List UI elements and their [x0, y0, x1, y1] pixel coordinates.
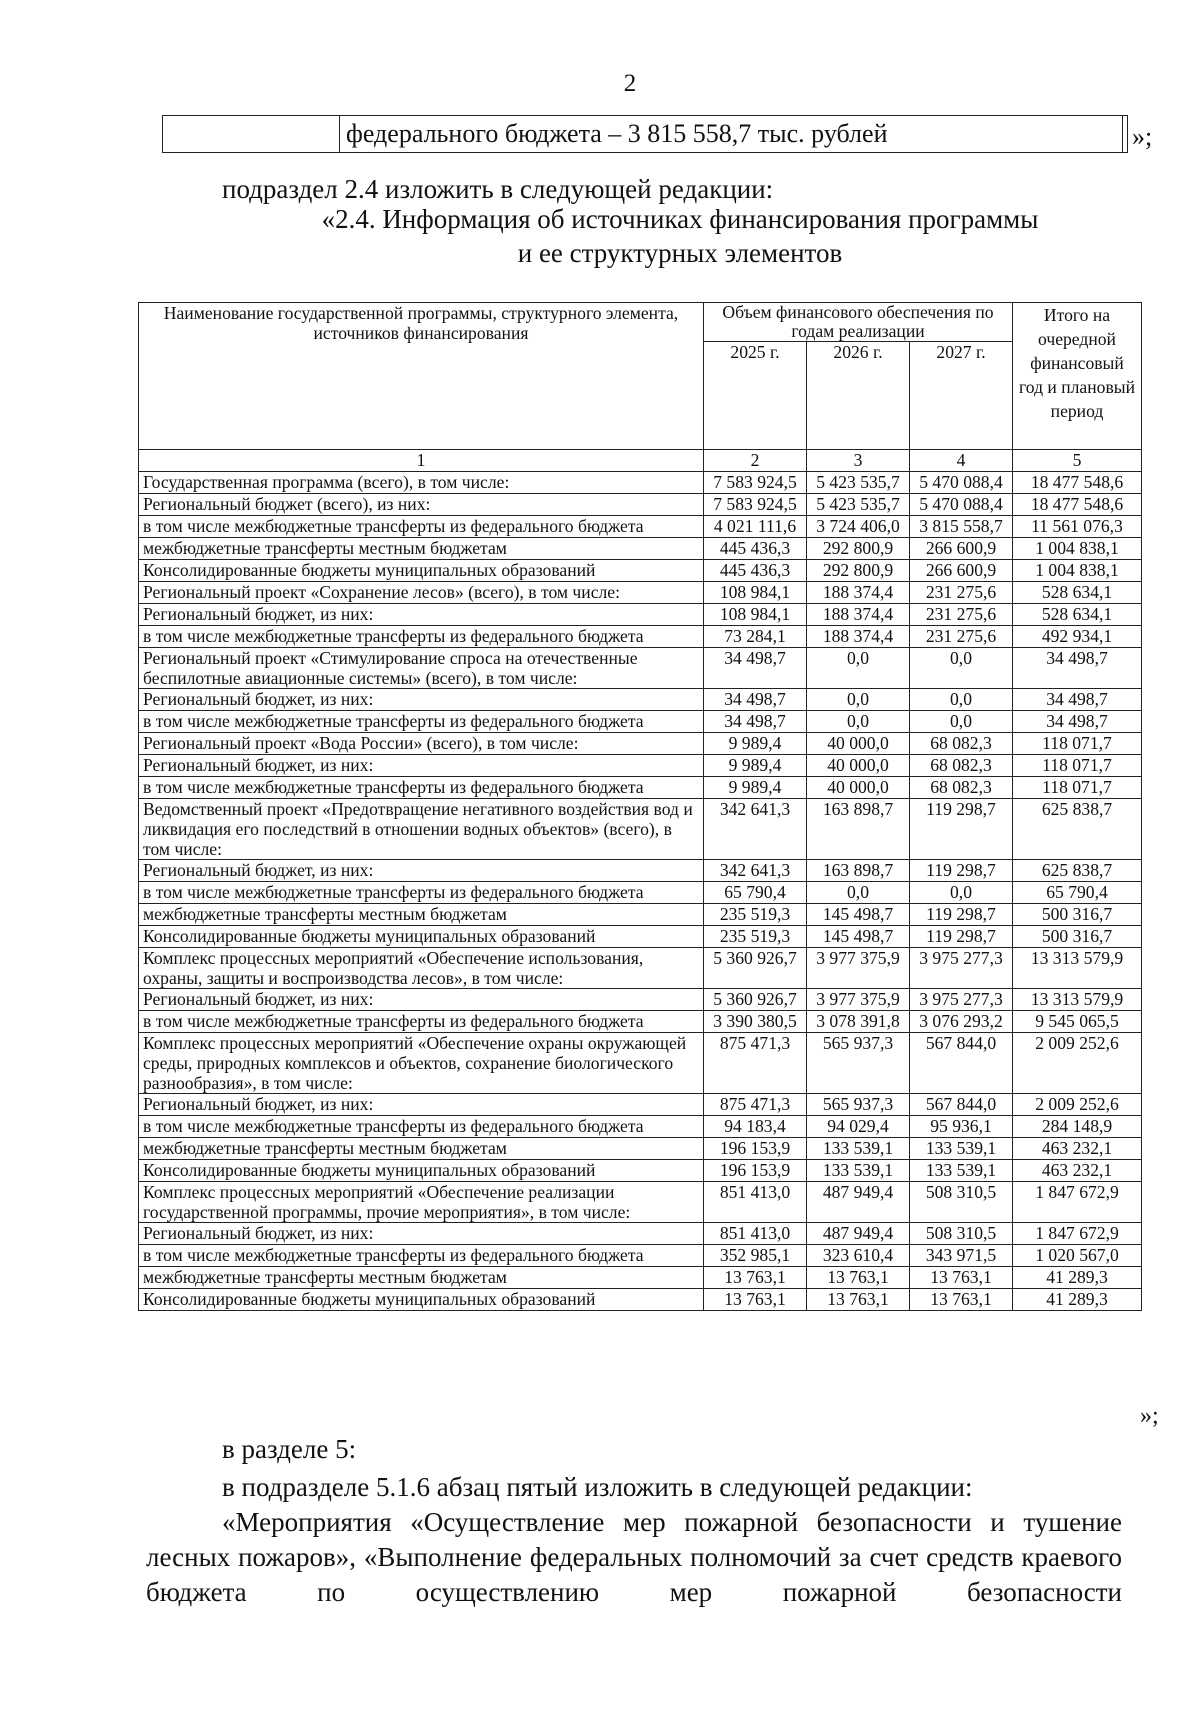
- cell-v2027: 68 082,3: [910, 733, 1013, 755]
- header-volume: Объем финансового обеспечения по годам реализации: [704, 303, 1013, 342]
- cell-v2027: 133 539,1: [910, 1160, 1013, 1182]
- cell-v2025: 851 413,0: [704, 1182, 807, 1223]
- table-row: [139, 948, 1142, 989]
- cell-total: 528 634,1: [1013, 604, 1142, 626]
- cell-total: 1 020 567,0: [1013, 1245, 1142, 1267]
- cell-v2027: 508 310,5: [910, 1182, 1013, 1223]
- table-row: [139, 604, 1142, 626]
- top-table-empty-cell: [163, 116, 340, 153]
- cell-v2027: 343 971,5: [910, 1245, 1013, 1267]
- row-name: в том числе межбюджетные трансферты из федерального бюджета: [139, 1011, 704, 1033]
- cell-v2027: 68 082,3: [910, 755, 1013, 777]
- cell-v2025: 9 989,4: [704, 777, 807, 799]
- cell-total: 528 634,1: [1013, 582, 1142, 604]
- cell-v2027: 567 844,0: [910, 1033, 1013, 1094]
- cell-v2027: 95 936,1: [910, 1116, 1013, 1138]
- cell-total: 34 498,7: [1013, 711, 1142, 733]
- cell-v2027: 5 470 088,4: [910, 472, 1013, 494]
- cell-total: 65 790,4: [1013, 882, 1142, 904]
- cell-total: 2 009 252,6: [1013, 1033, 1142, 1094]
- cell-total: 34 498,7: [1013, 648, 1142, 689]
- table-row: [139, 904, 1142, 926]
- cell-v2026: 3 724 406,0: [807, 516, 910, 538]
- cell-v2026: 323 610,4: [807, 1245, 910, 1267]
- section-heading: [140, 202, 1200, 270]
- heading-line-1: «2.4. Информация об источниках финансирования программы: [321, 204, 1039, 234]
- cell-v2026: 145 498,7: [807, 926, 910, 948]
- row-name: Региональный бюджет, из них:: [139, 989, 704, 1011]
- cell-v2025: 94 183,4: [704, 1116, 807, 1138]
- header-year-2025: 2025 г.: [704, 342, 807, 450]
- row-name: в том числе межбюджетные трансферты из федерального бюджета: [139, 626, 704, 648]
- cell-v2027: 0,0: [910, 882, 1013, 904]
- cell-total: 284 148,9: [1013, 1116, 1142, 1138]
- cell-v2026: 3 078 391,8: [807, 1011, 910, 1033]
- table-row: [139, 582, 1142, 604]
- header-year-2027: 2027 г.: [910, 342, 1013, 450]
- cell-v2027: 266 600,9: [910, 538, 1013, 560]
- cell-total: 118 071,7: [1013, 755, 1142, 777]
- table-row: [139, 516, 1142, 538]
- table-row: [139, 1116, 1142, 1138]
- cell-v2027: 231 275,6: [910, 626, 1013, 648]
- cell-total: 118 071,7: [1013, 777, 1142, 799]
- cell-total: 625 838,7: [1013, 860, 1142, 882]
- cell-total: 41 289,3: [1013, 1267, 1142, 1289]
- cell-v2025: 875 471,3: [704, 1033, 807, 1094]
- table-row: [139, 1138, 1142, 1160]
- row-name: Региональный проект «Стимулирование спроса на отечественные беспилотные авиационные системы» (всего), в том числе:: [139, 648, 704, 689]
- table-row: [139, 1245, 1142, 1267]
- cell-v2025: 5 360 926,7: [704, 989, 807, 1011]
- cell-v2026: 188 374,4: [807, 582, 910, 604]
- table-row: [139, 989, 1142, 1011]
- cell-total: 41 289,3: [1013, 1289, 1142, 1311]
- row-name: Консолидированные бюджеты муниципальных образований: [139, 560, 704, 582]
- financing-table: [138, 302, 1142, 1311]
- header-total: Итого на очередной финансовый год и плановый период: [1013, 303, 1142, 450]
- table-row: [139, 755, 1142, 777]
- cell-v2027: 3 076 293,2: [910, 1011, 1013, 1033]
- cell-total: 500 316,7: [1013, 904, 1142, 926]
- column-number-2: 2: [704, 450, 807, 472]
- row-name: Комплекс процессных мероприятий «Обеспечение охраны окружающей среды, природных комплексов и объектов, сохранение биологического разнообразия», в том числе:: [139, 1033, 704, 1094]
- cell-v2027: 119 298,7: [910, 799, 1013, 860]
- cell-total: 13 313 579,9: [1013, 948, 1142, 989]
- table-row: [139, 494, 1142, 516]
- table-row: [139, 799, 1142, 860]
- column-number-1: 1: [139, 450, 704, 472]
- cell-total: 463 232,1: [1013, 1160, 1142, 1182]
- header-name: Наименование государственной программы, структурного элемента, источников финансирования: [139, 303, 704, 450]
- cell-v2025: 445 436,3: [704, 538, 807, 560]
- row-name: в том числе межбюджетные трансферты из федерального бюджета: [139, 1116, 704, 1138]
- row-name: Комплекс процессных мероприятий «Обеспечение использования, охраны, защиты и воспроизводства лесов», в том числе:: [139, 948, 704, 989]
- cell-v2026: 487 949,4: [807, 1182, 910, 1223]
- cell-v2027: 3 975 277,3: [910, 948, 1013, 989]
- table-closing-quote: »;: [1140, 1403, 1159, 1429]
- row-name: Региональный бюджет, из них:: [139, 604, 704, 626]
- cell-v2025: 65 790,4: [704, 882, 807, 904]
- top-closing-quote: »;: [1132, 122, 1153, 151]
- cell-v2025: 196 153,9: [704, 1138, 807, 1160]
- top-table-fragment: [162, 115, 1128, 153]
- cell-v2027: 3 815 558,7: [910, 516, 1013, 538]
- column-number-4: 4: [910, 450, 1013, 472]
- table-row: [139, 689, 1142, 711]
- row-name: Ведомственный проект «Предотвращение негативного воздействия вод и ликвидация его последствий в отношении водных объектов» (всего), в том числе:: [139, 799, 704, 860]
- cell-v2026: 292 800,9: [807, 560, 910, 582]
- table-row: [139, 1033, 1142, 1094]
- row-name: Региональный бюджет, из них:: [139, 1094, 704, 1116]
- cell-v2026: 0,0: [807, 711, 910, 733]
- cell-total: 118 071,7: [1013, 733, 1142, 755]
- cell-total: 9 545 065,5: [1013, 1011, 1142, 1033]
- row-name: Консолидированные бюджеты муниципальных образований: [139, 926, 704, 948]
- cell-v2025: 342 641,3: [704, 799, 807, 860]
- row-name: Региональный бюджет, из них:: [139, 860, 704, 882]
- row-name: Региональный проект «Сохранение лесов» (всего), в том числе:: [139, 582, 704, 604]
- cell-v2026: 292 800,9: [807, 538, 910, 560]
- cell-v2026: 5 423 535,7: [807, 472, 910, 494]
- paragraph-body: «Мероприятия «Осуществление мер пожарной безопасности и тушение лесных пожаров», «Выполнение федеральных полномочий за счет средств краевого бюджета по осуществлению мер пожарной безопасности: [146, 1507, 1122, 1607]
- cell-v2025: 196 153,9: [704, 1160, 807, 1182]
- cell-v2026: 188 374,4: [807, 604, 910, 626]
- cell-v2025: 875 471,3: [704, 1094, 807, 1116]
- cell-v2027: 68 082,3: [910, 777, 1013, 799]
- cell-total: 34 498,7: [1013, 689, 1142, 711]
- row-name: Региональный бюджет, из них:: [139, 689, 704, 711]
- table-row: [139, 1094, 1142, 1116]
- table-row: [139, 626, 1142, 648]
- cell-v2026: 40 000,0: [807, 755, 910, 777]
- row-name: межбюджетные трансферты местным бюджетам: [139, 1267, 704, 1289]
- cell-v2027: 0,0: [910, 711, 1013, 733]
- cell-v2026: 163 898,7: [807, 799, 910, 860]
- table-row: [139, 472, 1142, 494]
- cell-total: 11 561 076,3: [1013, 516, 1142, 538]
- cell-v2025: 851 413,0: [704, 1223, 807, 1245]
- row-name: Консолидированные бюджеты муниципальных образований: [139, 1160, 704, 1182]
- cell-v2026: 133 539,1: [807, 1160, 910, 1182]
- row-name: в том числе межбюджетные трансферты из федерального бюджета: [139, 711, 704, 733]
- cell-v2027: 567 844,0: [910, 1094, 1013, 1116]
- cell-v2025: 7 583 924,5: [704, 472, 807, 494]
- cell-v2026: 0,0: [807, 689, 910, 711]
- cell-v2027: 13 763,1: [910, 1289, 1013, 1311]
- table-row: [139, 648, 1142, 689]
- cell-v2026: 0,0: [807, 882, 910, 904]
- intro-line: подраздел 2.4 изложить в следующей редакции:: [222, 174, 774, 204]
- cell-v2025: 108 984,1: [704, 582, 807, 604]
- cell-v2026: 565 937,3: [807, 1033, 910, 1094]
- row-name: Региональный бюджет, из них:: [139, 755, 704, 777]
- cell-v2025: 3 390 380,5: [704, 1011, 807, 1033]
- row-name: Региональный бюджет, из них:: [139, 1223, 704, 1245]
- cell-total: 1 004 838,1: [1013, 538, 1142, 560]
- cell-v2025: 235 519,3: [704, 926, 807, 948]
- cell-v2027: 133 539,1: [910, 1138, 1013, 1160]
- cell-v2027: 231 275,6: [910, 604, 1013, 626]
- row-name: в том числе межбюджетные трансферты из федерального бюджета: [139, 1245, 704, 1267]
- row-name: в том числе межбюджетные трансферты из федерального бюджета: [139, 882, 704, 904]
- cell-total: 13 313 579,9: [1013, 989, 1142, 1011]
- cell-v2025: 7 583 924,5: [704, 494, 807, 516]
- table-row: [139, 1223, 1142, 1245]
- cell-v2025: 9 989,4: [704, 733, 807, 755]
- row-name: Государственная программа (всего), в том числе:: [139, 472, 704, 494]
- cell-v2026: 5 423 535,7: [807, 494, 910, 516]
- cell-v2025: 352 985,1: [704, 1245, 807, 1267]
- cell-total: 18 477 548,6: [1013, 494, 1142, 516]
- cell-v2027: 119 298,7: [910, 926, 1013, 948]
- column-number-3: 3: [807, 450, 910, 472]
- cell-v2025: 445 436,3: [704, 560, 807, 582]
- cell-total: 1 847 672,9: [1013, 1223, 1142, 1245]
- cell-total: 1 004 838,1: [1013, 560, 1142, 582]
- table-row: [139, 733, 1142, 755]
- cell-total: 625 838,7: [1013, 799, 1142, 860]
- cell-v2026: 13 763,1: [807, 1289, 910, 1311]
- column-number-5: 5: [1013, 450, 1142, 472]
- paragraph-subsection: в подразделе 5.1.6 абзац пятый изложить в следующей редакции:: [222, 1472, 973, 1502]
- cell-total: 500 316,7: [1013, 926, 1142, 948]
- table-row: [139, 1267, 1142, 1289]
- table-row: [139, 711, 1142, 733]
- cell-v2026: 487 949,4: [807, 1223, 910, 1245]
- table-row: [139, 777, 1142, 799]
- cell-v2025: 73 284,1: [704, 626, 807, 648]
- cell-v2026: 163 898,7: [807, 860, 910, 882]
- cell-v2025: 13 763,1: [704, 1267, 807, 1289]
- cell-v2027: 0,0: [910, 689, 1013, 711]
- heading-line-2: и ее структурных элементов: [517, 238, 843, 268]
- table-row: [139, 882, 1142, 904]
- row-name: в том числе межбюджетные трансферты из федерального бюджета: [139, 516, 704, 538]
- cell-v2027: 119 298,7: [910, 904, 1013, 926]
- cell-v2025: 5 360 926,7: [704, 948, 807, 989]
- cell-v2027: 508 310,5: [910, 1223, 1013, 1245]
- cell-v2025: 108 984,1: [704, 604, 807, 626]
- header-year-2026: 2026 г.: [807, 342, 910, 450]
- cell-v2027: 3 975 277,3: [910, 989, 1013, 1011]
- row-name: Комплекс процессных мероприятий «Обеспечение реализации государственной программы, прочие мероприятия», в том числе:: [139, 1182, 704, 1223]
- cell-v2026: 145 498,7: [807, 904, 910, 926]
- cell-v2026: 3 977 375,9: [807, 948, 910, 989]
- cell-v2025: 34 498,7: [704, 689, 807, 711]
- cell-v2026: 0,0: [807, 648, 910, 689]
- cell-total: 2 009 252,6: [1013, 1094, 1142, 1116]
- row-name: межбюджетные трансферты местным бюджетам: [139, 538, 704, 560]
- cell-v2027: 0,0: [910, 648, 1013, 689]
- cell-v2027: 5 470 088,4: [910, 494, 1013, 516]
- table-row: [139, 1182, 1142, 1223]
- row-name: Региональный бюджет (всего), из них:: [139, 494, 704, 516]
- cell-v2026: 40 000,0: [807, 733, 910, 755]
- table-row: [139, 926, 1142, 948]
- table-row: [139, 1289, 1142, 1311]
- row-name: межбюджетные трансферты местным бюджетам: [139, 904, 704, 926]
- cell-v2027: 119 298,7: [910, 860, 1013, 882]
- cell-v2027: 266 600,9: [910, 560, 1013, 582]
- cell-v2026: 188 374,4: [807, 626, 910, 648]
- top-table-edge-cell: [1123, 116, 1128, 153]
- cell-v2025: 9 989,4: [704, 755, 807, 777]
- cell-v2026: 133 539,1: [807, 1138, 910, 1160]
- cell-v2025: 4 021 111,6: [704, 516, 807, 538]
- row-name: Региональный проект «Вода России» (всего), в том числе:: [139, 733, 704, 755]
- row-name: межбюджетные трансферты местным бюджетам: [139, 1138, 704, 1160]
- cell-v2025: 235 519,3: [704, 904, 807, 926]
- cell-v2026: 94 029,4: [807, 1116, 910, 1138]
- cell-total: 18 477 548,6: [1013, 472, 1142, 494]
- cell-total: 492 934,1: [1013, 626, 1142, 648]
- table-row: [139, 560, 1142, 582]
- cell-v2025: 34 498,7: [704, 711, 807, 733]
- cell-v2026: 565 937,3: [807, 1094, 910, 1116]
- table-row: [139, 860, 1142, 882]
- cell-v2026: 13 763,1: [807, 1267, 910, 1289]
- top-table-text-cell: федерального бюджета – 3 815 558,7 тыс. рублей: [340, 116, 1123, 153]
- page-number: 2: [623, 70, 637, 97]
- cell-v2027: 231 275,6: [910, 582, 1013, 604]
- cell-v2027: 13 763,1: [910, 1267, 1013, 1289]
- row-name: в том числе межбюджетные трансферты из федерального бюджета: [139, 777, 704, 799]
- cell-total: 1 847 672,9: [1013, 1182, 1142, 1223]
- row-name: Консолидированные бюджеты муниципальных образований: [139, 1289, 704, 1311]
- cell-v2025: 342 641,3: [704, 860, 807, 882]
- cell-v2025: 13 763,1: [704, 1289, 807, 1311]
- table-row: [139, 1160, 1142, 1182]
- table-row: [139, 1011, 1142, 1033]
- cell-v2026: 3 977 375,9: [807, 989, 910, 1011]
- cell-v2026: 40 000,0: [807, 777, 910, 799]
- table-row: [139, 538, 1142, 560]
- cell-v2025: 34 498,7: [704, 648, 807, 689]
- paragraph-section-5: в разделе 5:: [222, 1434, 357, 1464]
- cell-total: 463 232,1: [1013, 1138, 1142, 1160]
- table-body: [139, 472, 1142, 1311]
